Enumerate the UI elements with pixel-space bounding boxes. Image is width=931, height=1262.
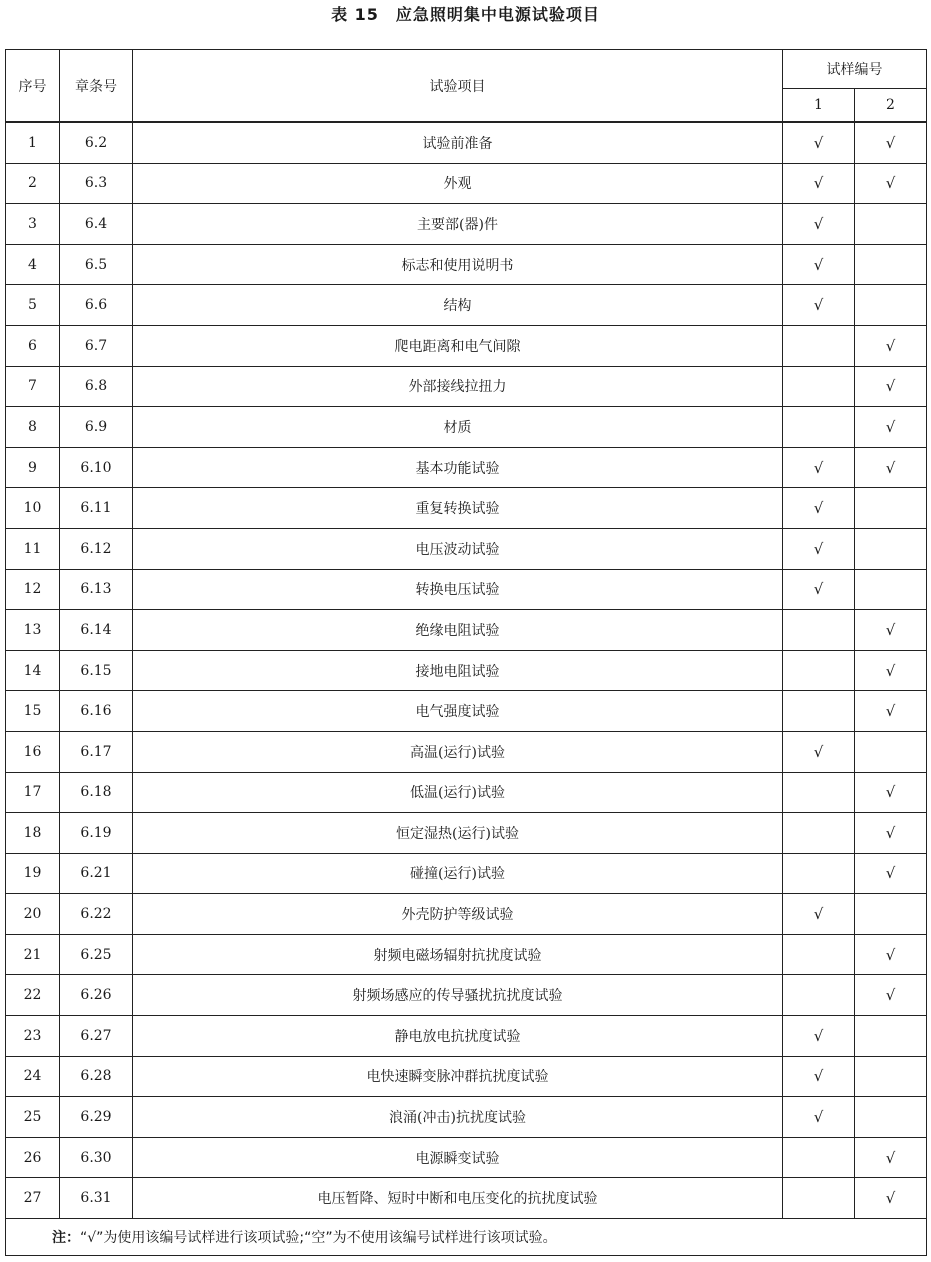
cell-sample-2 <box>855 1016 927 1057</box>
cell-seq: 23 <box>6 1016 60 1057</box>
cell-sample-2 <box>855 244 927 285</box>
cell-sample-1 <box>783 366 855 407</box>
cell-seq: 2 <box>6 163 60 204</box>
cell-clause: 6.28 <box>60 1056 133 1097</box>
table-title: 表 15 应急照明集中电源试验项目 <box>331 5 600 24</box>
cell-seq: 26 <box>6 1137 60 1178</box>
cell-seq: 10 <box>6 488 60 529</box>
cell-seq: 14 <box>6 650 60 691</box>
cell-item: 电气强度试验 <box>133 691 783 732</box>
cell-sample-2: √ <box>855 772 927 813</box>
cell-sample-2: √ <box>855 122 927 163</box>
cell-sample-2: √ <box>855 934 927 975</box>
table-row <box>6 650 927 691</box>
cell-seq: 16 <box>6 731 60 772</box>
table-row <box>6 813 927 854</box>
cell-sample-1 <box>783 1137 855 1178</box>
cell-seq: 13 <box>6 610 60 651</box>
header-seq: 序号 <box>6 50 60 123</box>
cell-item: 外观 <box>133 163 783 204</box>
cell-sample-1 <box>783 650 855 691</box>
table-row <box>6 1016 927 1057</box>
cell-seq: 11 <box>6 528 60 569</box>
cell-seq: 9 <box>6 447 60 488</box>
cell-sample-2: √ <box>855 163 927 204</box>
cell-clause: 6.21 <box>60 853 133 894</box>
cell-sample-2 <box>855 569 927 610</box>
cell-item: 恒定湿热(运行)试验 <box>133 813 783 854</box>
table-body <box>6 122 927 1219</box>
header-sample-2: 2 <box>855 89 927 123</box>
cell-seq: 8 <box>6 407 60 448</box>
cell-item: 转换电压试验 <box>133 569 783 610</box>
cell-seq: 5 <box>6 285 60 326</box>
cell-sample-2 <box>855 1056 927 1097</box>
cell-sample-2 <box>855 488 927 529</box>
cell-sample-2: √ <box>855 366 927 407</box>
cell-sample-2: √ <box>855 813 927 854</box>
cell-clause: 6.16 <box>60 691 133 732</box>
cell-clause: 6.22 <box>60 894 133 935</box>
table-row <box>6 1137 927 1178</box>
cell-clause: 6.31 <box>60 1178 133 1219</box>
cell-sample-2: √ <box>855 325 927 366</box>
cell-sample-1 <box>783 691 855 732</box>
cell-sample-1 <box>783 610 855 651</box>
cell-item: 低温(运行)试验 <box>133 772 783 813</box>
cell-sample-1: √ <box>783 488 855 529</box>
table-row <box>6 1178 927 1219</box>
cell-sample-2: √ <box>855 610 927 651</box>
cell-sample-1: √ <box>783 569 855 610</box>
table-row <box>6 122 927 163</box>
cell-item: 材质 <box>133 407 783 448</box>
table-row <box>6 772 927 813</box>
cell-clause: 6.14 <box>60 610 133 651</box>
cell-sample-1: √ <box>783 528 855 569</box>
cell-sample-2: √ <box>855 853 927 894</box>
cell-clause: 6.8 <box>60 366 133 407</box>
cell-sample-1 <box>783 407 855 448</box>
cell-clause: 6.5 <box>60 244 133 285</box>
cell-clause: 6.12 <box>60 528 133 569</box>
cell-seq: 21 <box>6 934 60 975</box>
cell-clause: 6.13 <box>60 569 133 610</box>
cell-item: 浪涌(冲击)抗扰度试验 <box>133 1097 783 1138</box>
cell-clause: 6.9 <box>60 407 133 448</box>
cell-sample-1 <box>783 813 855 854</box>
cell-item: 爬电距离和电气间隙 <box>133 325 783 366</box>
cell-item: 试验前准备 <box>133 122 783 163</box>
cell-clause: 6.2 <box>60 122 133 163</box>
table-row <box>6 366 927 407</box>
cell-clause: 6.15 <box>60 650 133 691</box>
table-row <box>6 285 927 326</box>
cell-sample-2: √ <box>855 975 927 1016</box>
table-row <box>6 407 927 448</box>
table-row <box>6 488 927 529</box>
cell-seq: 7 <box>6 366 60 407</box>
cell-sample-1: √ <box>783 285 855 326</box>
cell-item: 射频场感应的传导骚扰抗扰度试验 <box>133 975 783 1016</box>
cell-clause: 6.25 <box>60 934 133 975</box>
table-row <box>6 894 927 935</box>
table-row <box>6 1097 927 1138</box>
table-row <box>6 163 927 204</box>
cell-sample-1 <box>783 853 855 894</box>
cell-seq: 1 <box>6 122 60 163</box>
test-items-table <box>5 49 927 1256</box>
cell-clause: 6.6 <box>60 285 133 326</box>
note-label: 注： <box>52 1230 80 1247</box>
cell-item: 绝缘电阻试验 <box>133 610 783 651</box>
table-row <box>6 447 927 488</box>
cell-clause: 6.4 <box>60 204 133 245</box>
table-row <box>6 853 927 894</box>
cell-clause: 6.10 <box>60 447 133 488</box>
cell-clause: 6.19 <box>60 813 133 854</box>
cell-sample-2: √ <box>855 650 927 691</box>
cell-seq: 3 <box>6 204 60 245</box>
cell-sample-1: √ <box>783 1056 855 1097</box>
cell-seq: 17 <box>6 772 60 813</box>
cell-clause: 6.11 <box>60 488 133 529</box>
table-row <box>6 731 927 772</box>
cell-seq: 15 <box>6 691 60 732</box>
table-row <box>6 569 927 610</box>
cell-clause: 6.3 <box>60 163 133 204</box>
cell-sample-1: √ <box>783 1097 855 1138</box>
cell-seq: 20 <box>6 894 60 935</box>
cell-sample-1: √ <box>783 731 855 772</box>
cell-item: 高温(运行)试验 <box>133 731 783 772</box>
cell-seq: 18 <box>6 813 60 854</box>
table-row <box>6 1056 927 1097</box>
cell-item: 基本功能试验 <box>133 447 783 488</box>
cell-item: 外部接线拉扭力 <box>133 366 783 407</box>
table-header <box>6 50 927 123</box>
cell-sample-2 <box>855 204 927 245</box>
table-row <box>6 975 927 1016</box>
cell-sample-1: √ <box>783 894 855 935</box>
cell-sample-1: √ <box>783 163 855 204</box>
cell-clause: 6.7 <box>60 325 133 366</box>
cell-sample-2 <box>855 731 927 772</box>
cell-seq: 24 <box>6 1056 60 1097</box>
cell-sample-2 <box>855 894 927 935</box>
cell-item: 射频电磁场辐射抗扰度试验 <box>133 934 783 975</box>
cell-sample-2: √ <box>855 691 927 732</box>
table-row <box>6 691 927 732</box>
cell-sample-2 <box>855 528 927 569</box>
table-row <box>6 244 927 285</box>
table-row <box>6 528 927 569</box>
cell-seq: 4 <box>6 244 60 285</box>
table-row <box>6 934 927 975</box>
header-sample-1: 1 <box>783 89 855 123</box>
cell-clause: 6.30 <box>60 1137 133 1178</box>
cell-item: 主要部(器)件 <box>133 204 783 245</box>
cell-item: 电快速瞬变脉冲群抗扰度试验 <box>133 1056 783 1097</box>
cell-sample-2: √ <box>855 447 927 488</box>
cell-sample-1: √ <box>783 244 855 285</box>
cell-item: 电源瞬变试验 <box>133 1137 783 1178</box>
note-text: “√”为使用该编号试样进行该项试验;“空”为不使用该编号试样进行该项试验。 <box>80 1230 557 1247</box>
cell-sample-1: √ <box>783 447 855 488</box>
table-row <box>6 325 927 366</box>
cell-item: 电压暂降、短时中断和电压变化的抗扰度试验 <box>133 1178 783 1219</box>
cell-sample-1 <box>783 325 855 366</box>
header-sample-group: 试样编号 <box>783 50 927 89</box>
cell-seq: 6 <box>6 325 60 366</box>
cell-item: 重复转换试验 <box>133 488 783 529</box>
cell-seq: 19 <box>6 853 60 894</box>
cell-sample-2: √ <box>855 1137 927 1178</box>
cell-seq: 22 <box>6 975 60 1016</box>
cell-clause: 6.27 <box>60 1016 133 1057</box>
table-note <box>6 1219 927 1256</box>
cell-item: 电压波动试验 <box>133 528 783 569</box>
cell-sample-1 <box>783 772 855 813</box>
cell-item: 接地电阻试验 <box>133 650 783 691</box>
cell-sample-1 <box>783 1178 855 1219</box>
cell-item: 静电放电抗扰度试验 <box>133 1016 783 1057</box>
cell-sample-1: √ <box>783 122 855 163</box>
cell-seq: 27 <box>6 1178 60 1219</box>
cell-clause: 6.29 <box>60 1097 133 1138</box>
cell-item: 外壳防护等级试验 <box>133 894 783 935</box>
cell-clause: 6.17 <box>60 731 133 772</box>
cell-sample-2 <box>855 285 927 326</box>
cell-sample-2 <box>855 1097 927 1138</box>
cell-item: 碰撞(运行)试验 <box>133 853 783 894</box>
cell-sample-1 <box>783 934 855 975</box>
cell-item: 标志和使用说明书 <box>133 244 783 285</box>
header-item: 试验项目 <box>133 50 783 123</box>
cell-item: 结构 <box>133 285 783 326</box>
cell-sample-1: √ <box>783 1016 855 1057</box>
cell-seq: 25 <box>6 1097 60 1138</box>
cell-clause: 6.26 <box>60 975 133 1016</box>
cell-sample-2: √ <box>855 1178 927 1219</box>
cell-clause: 6.18 <box>60 772 133 813</box>
table-row <box>6 610 927 651</box>
cell-sample-1 <box>783 975 855 1016</box>
cell-seq: 12 <box>6 569 60 610</box>
cell-sample-2: √ <box>855 407 927 448</box>
table-row <box>6 204 927 245</box>
cell-sample-1: √ <box>783 204 855 245</box>
header-clause: 章条号 <box>60 50 133 123</box>
